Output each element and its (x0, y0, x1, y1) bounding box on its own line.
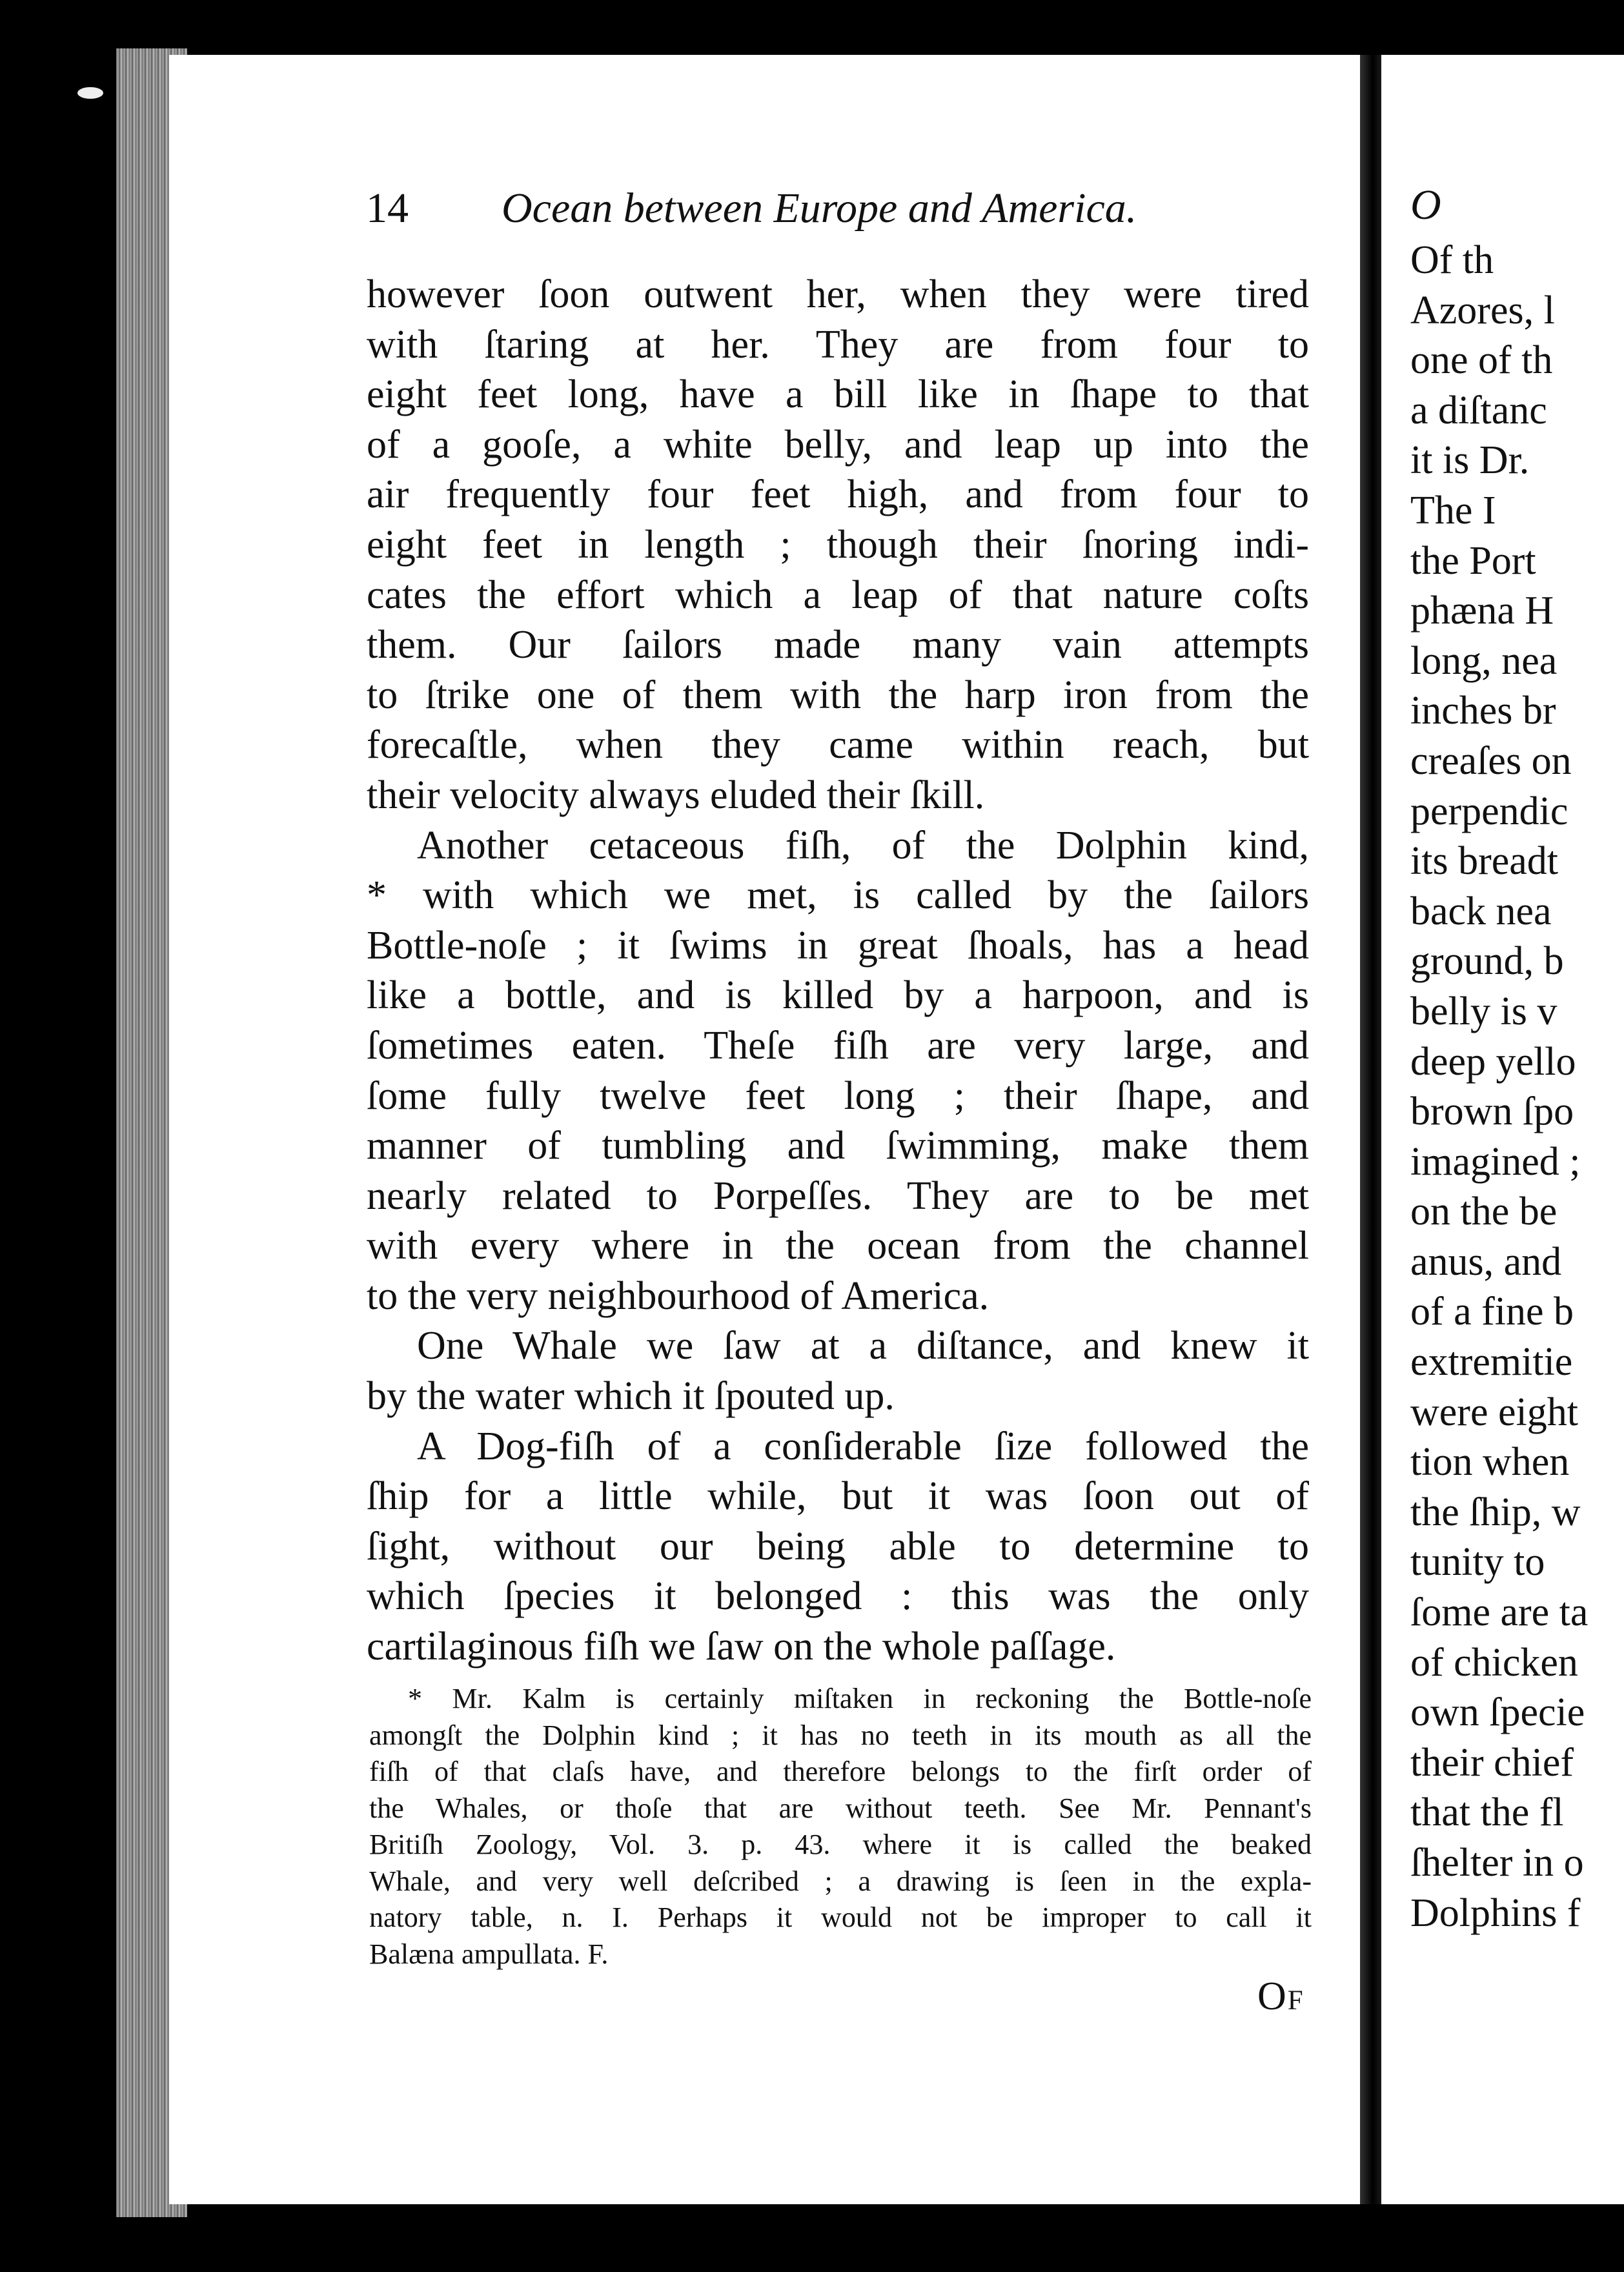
facing-line: back nea (1410, 889, 1552, 933)
page-header (366, 184, 1321, 242)
facing-line: phæna H (1410, 589, 1554, 633)
facing-line: tunity to (1410, 1540, 1545, 1585)
facing-line: of a fine b (1410, 1290, 1574, 1334)
facing-line: ground, b (1410, 939, 1564, 984)
facing-line: tion when (1410, 1440, 1570, 1485)
facing-line: the ſhip, w (1410, 1490, 1581, 1534)
text-line: ſight, without our being able to determine to (367, 1524, 1309, 1568)
facing-line: ſome are ta (1410, 1590, 1588, 1635)
text-line: eight feet in length ; though their ſnoring indi- (367, 522, 1309, 567)
facing-line: anus, and (1410, 1239, 1562, 1284)
footnote-line: Whale, and very well deſcribed ; a drawing is ſeen in the expla- (369, 1865, 1312, 1897)
text-line: by the water which it ſpouted up. (367, 1374, 895, 1419)
body-text (367, 270, 1309, 1672)
text-line: One Whale we ſaw at a diſtance, and knew it (417, 1324, 1309, 1368)
text-line: manner of tumbling and ſwimming, make them (367, 1124, 1309, 1168)
text-line: to ſtrike one of them with the harp iron from the (367, 673, 1309, 717)
facing-line: Azores, l (1410, 288, 1555, 332)
facing-line: own ſpecie (1410, 1690, 1585, 1735)
page-number: 14 (366, 185, 409, 232)
text-line: however ſoon outwent her, when they were tired (367, 272, 1309, 316)
facing-line: belly is v (1410, 989, 1558, 1033)
facing-line: one of th (1410, 338, 1553, 383)
text-line: cartilaginous fiſh we ſaw on the whole paſſage. (367, 1625, 1116, 1669)
text-line: forecaſtle, when they came within reach, but (367, 723, 1309, 767)
footnote-line: natory table, n. I. Perhaps it would not be improper to call it (369, 1902, 1312, 1933)
facing-line: perpendic (1410, 789, 1568, 833)
footnote-line: fiſh of that claſs have, and therefore belongs to the firſt order of (369, 1756, 1312, 1787)
text-line: ſhip for a little while, but it was ſoon out of (367, 1474, 1309, 1519)
facing-line: that the fl (1410, 1790, 1564, 1835)
facing-page-text (1410, 174, 1624, 1938)
running-title: Ocean between Europe and America. (502, 185, 1137, 232)
text-line: their velocity always eluded their ſkill. (367, 773, 985, 817)
facing-line: creaſes on (1410, 738, 1572, 783)
facing-line: brown ſpo (1410, 1090, 1574, 1134)
facing-line: The I (1410, 488, 1496, 532)
text-line: Bottle-noſe ; it ſwims in great ſhoals, has a head (367, 923, 1309, 968)
footnote (369, 1681, 1312, 1973)
facing-line: the Port (1410, 538, 1536, 583)
text-line: of a gooſe, a white belly, and leap up into the (367, 422, 1309, 467)
text-line: which ſpecies it belonged : this was the only (367, 1574, 1309, 1619)
text-line: with ſtaring at her. They are from four to (367, 322, 1309, 367)
text-line: to the very neighbourhood of America. (367, 1273, 990, 1318)
footnote-line: amongſt the Dolphin kind ; it has no teeth in its mouth as all the (369, 1719, 1312, 1751)
facing-line: imagined ; (1410, 1139, 1581, 1184)
text-line: with every where in the ocean from the channel (367, 1224, 1309, 1268)
book-gutter (1360, 55, 1381, 2204)
scan-speck (77, 87, 103, 99)
text-line: A Dog-fiſh of a conſiderable ſize followed the (417, 1424, 1309, 1468)
facing-line: deep yello (1410, 1039, 1576, 1084)
facing-line: its breadt (1410, 839, 1558, 884)
text-line: eight feet long, have a bill like in ſhape to that (367, 372, 1309, 417)
footnote-line: Britiſh Zoology, Vol. 3. p. 43. where it is called the beaked (369, 1829, 1312, 1860)
footnote-line: * Mr. Kalm is certainly miſtaken in reckoning the Bottle-noſe (408, 1683, 1312, 1714)
facing-line: of chicken (1410, 1640, 1578, 1685)
facing-line: on the be (1410, 1190, 1558, 1234)
text-line: like a bottle, and is killed by a harpoon, and is (367, 973, 1309, 1018)
text-line: * with which we met, is called by the ſailors (367, 873, 1309, 918)
footnote-line: the Whales, or thoſe that are without teeth. See Mr. Pennant's (369, 1792, 1312, 1824)
text-line: ſometimes eaten. Theſe fiſh are very large, and (367, 1023, 1309, 1068)
facing-line: inches br (1410, 689, 1556, 733)
facing-line: it is Dr. (1410, 438, 1530, 483)
text-line: Another cetaceous fiſh, of the Dolphin kind, (417, 823, 1309, 867)
facing-line: ſhelter in o (1410, 1841, 1584, 1885)
text-line: cates the effort which a leap of that nature coſts (367, 573, 1309, 617)
text-line: air frequently four feet high, and from four to (367, 472, 1309, 517)
facing-line: long, nea (1410, 638, 1558, 683)
facing-page-header: O (1410, 181, 1441, 228)
text-line: ſome fully twelve feet long ; their ſhape, and (367, 1073, 1309, 1118)
facing-line: extremitie (1410, 1340, 1573, 1384)
catchword: Of (1257, 1974, 1304, 2018)
text-line: nearly related to Porpeſſes. They are to be met (367, 1173, 1309, 1218)
facing-line: Of th (1410, 238, 1494, 282)
facing-line: their chief (1410, 1740, 1574, 1785)
footnote-line: Balæna ampullata. F. (369, 1938, 609, 1970)
facing-line: a diſtanc (1410, 388, 1547, 432)
text-line: them. Our ſailors made many vain attempts (367, 623, 1309, 667)
facing-line: were eight (1410, 1390, 1578, 1434)
facing-line: Dolphins f (1410, 1891, 1581, 1935)
